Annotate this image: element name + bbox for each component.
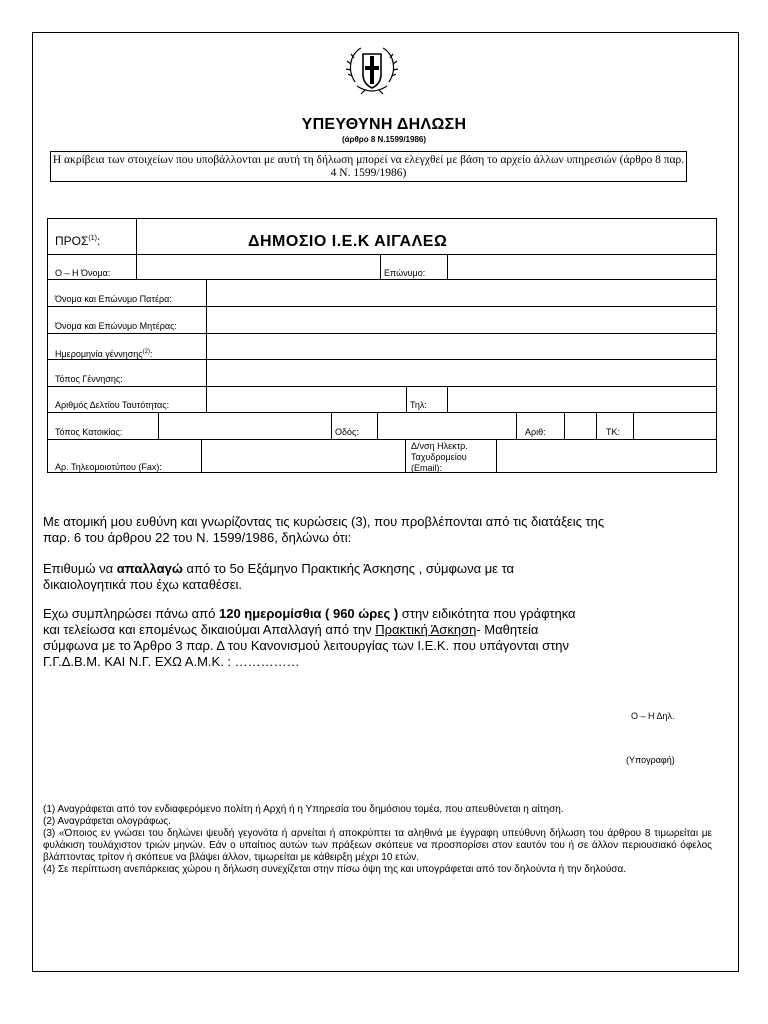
zip-field[interactable]	[634, 413, 716, 439]
completion-line-4: Γ.Γ.Δ.Β.Μ. ΚΑΙ Ν.Γ. ΕΧΩ Α.Μ.Κ. : ……………	[43, 654, 300, 669]
street-number-label: Αριθ:	[525, 427, 546, 437]
form-row-birthplace	[48, 360, 716, 387]
recipient-label: ΠΡΟΣ$^{(1)}$:	[55, 234, 101, 248]
name-label: Ο – Η Όνομα:	[55, 268, 111, 278]
footnotes	[43, 804, 712, 876]
id-number-label: Αριθμός Δελτίου Ταυτότητας:	[55, 400, 170, 410]
fax-label: Αρ. Τηλεομοιοτύπου (Fax):	[55, 462, 162, 472]
exemption-request-line-1: Επιθυμώ να απαλλαγώ από το 5ο Εξάμηνο Πρακτικής Άσκησης , σύμφωνα με τα	[43, 561, 515, 576]
completion-line-3: σύμφωνα με το Άρθρο 3 παρ. Δ του Κανονισμού λειτουργίας των Ι.Ε.Κ. που υπάγονται στην	[43, 638, 569, 653]
email-label: Δ/νση Ηλεκτρ. Ταχυδρομείου (Email):	[411, 441, 468, 473]
birthdate-label: Ημερομηνία γέννησης$^{(2)}$:	[55, 349, 153, 359]
name-field[interactable]	[137, 255, 380, 279]
fax-field[interactable]	[202, 440, 405, 473]
phone-label: Τηλ:	[410, 400, 427, 410]
completion-line-2: και τελείωσα και επομένως δικαιούμαι Απαλλαγή από την Πρακτική Άσκηση- Μαθητεία	[43, 622, 539, 637]
form-row-address	[48, 413, 716, 440]
document-title: ΥΠΕΥΘΥΝΗ ΔΗΛΩΣΗ	[301, 116, 467, 133]
mother-name-field[interactable]	[207, 307, 716, 333]
phone-field[interactable]	[448, 387, 716, 412]
form-row-father	[48, 280, 716, 307]
id-number-field[interactable]	[207, 387, 406, 412]
residence-field[interactable]	[159, 413, 331, 439]
mother-name-label: Όνομα και Επώνυμο Μητέρας:	[55, 321, 177, 331]
birthdate-field[interactable]	[207, 334, 716, 359]
footnote-3: (3) «Όποιος εν γνώσει του δηλώνει ψευδή γεγονότα ή αρνείται ή αποκρύπτει τα αληθινά με έγγραφη υπεύθυνη δήλωση του άρθρου 8 τιμωρείται με φυλάκιση τουλάχιστον τριών μηνών. Εάν ο υπαίτιος αυτών των πράξεων σκόπευε να προσπορίσει στον εαυτόν του ή σε άλλον περιουσιακό όφελος βλάπτοντας τρίτον ή σκόπευε να βλάψει άλλον, τιμωρείται με κάθειρξη μέχρι 10 ετών.	[43, 828, 712, 863]
street-label: Οδός:	[335, 427, 359, 437]
intro-line-1: Με ατομική μου ευθύνη και γνωρίζοντας τις κυρώσεις (3), που προβλέπονται από τις διατάξεις της	[43, 514, 605, 529]
form-row-fax-email	[48, 440, 716, 473]
surname-field[interactable]	[448, 255, 716, 279]
declarant-label: Ο – Η Δηλ.	[631, 711, 675, 721]
intro-line-2: παρ. 6 του άρθρου 22 του Ν. 1599/1986, δηλώνω ότι:	[43, 530, 352, 545]
signature-label: (Υπογραφή)	[626, 755, 675, 765]
form-row-recipient	[48, 219, 716, 255]
surname-label: Επώνυμο:	[384, 268, 426, 278]
footnote-1: (1) Αναγράφεται από τον ενδιαφερόμενο πολίτη ή Αρχή ή η Υπηρεσία του δημόσιου τομέα, που απευθύνεται η αίτηση.	[43, 804, 564, 815]
form-row-name	[48, 255, 716, 280]
email-field[interactable]	[497, 440, 716, 473]
birthplace-label: Τόπος Γέννησης:	[55, 374, 123, 384]
street-number-field[interactable]	[565, 413, 596, 439]
form-row-birthdate	[48, 334, 716, 360]
form-row-mother	[48, 307, 716, 334]
residence-label: Τόπος Κατοικίας:	[55, 427, 123, 437]
form-row-id-phone	[48, 387, 716, 413]
exemption-request-line-2: δικαιολογητικά που έχω καταθέσει.	[43, 577, 243, 592]
completion-line-1: Εχω συμπληρώσει πάνω από 120 ημερομίσθια ( 960 ώρες ) στην ειδικότητα που γράφτηκα	[43, 606, 576, 621]
declaration-form-table	[47, 218, 717, 473]
accuracy-notice: Η ακρίβεια των στοιχείων που υποβάλλονται με αυτή τη δήλωση μπορεί να ελεγχθεί με βάση το αρχείο άλλων υπηρεσιών (άρθρο 8 παρ. 4 Ν. 1599/1986)	[50, 151, 687, 182]
greek-coat-of-arms-icon	[345, 42, 399, 98]
birthplace-field[interactable]	[207, 360, 716, 386]
document-subtitle: (άρθρο 8 Ν.1599/1986)	[341, 135, 427, 144]
father-name-label: Όνομα και Επώνυμο Πατέρα:	[55, 294, 172, 304]
footnote-2: (2) Αναγράφεται ολογράφως.	[43, 816, 171, 827]
father-name-field[interactable]	[207, 280, 716, 306]
footnote-4: (4) Σε περίπτωση ανεπάρκειας χώρου η δήλωση συνεχίζεται στην πίσω όψη της και υπογράφεται από τον δηλούντα ή την δηλούσα.	[43, 864, 627, 875]
recipient-value: ΔΗΜΟΣΙΟ Ι.Ε.Κ ΑΙΓΑΛΕΩ	[248, 233, 448, 250]
zip-label: ΤΚ:	[606, 427, 621, 437]
street-field[interactable]	[378, 413, 516, 439]
